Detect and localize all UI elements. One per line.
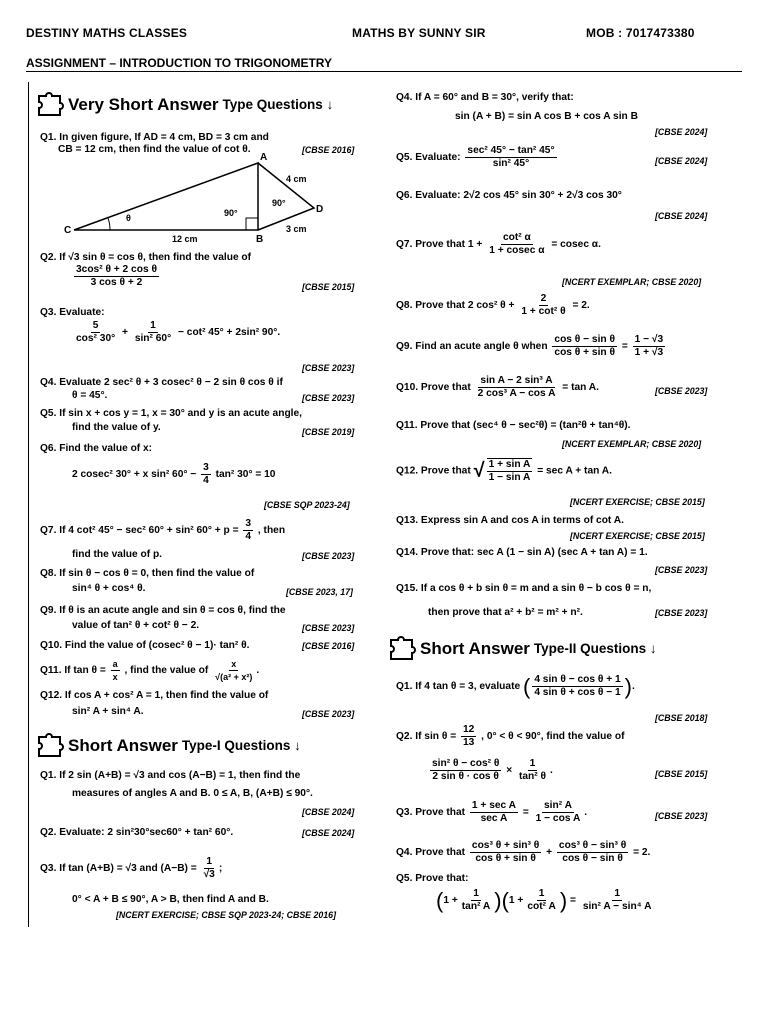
assignment-title: ASSIGNMENT – INTRODUCTION TO TRIGONOMETRY [26, 56, 333, 70]
expression: Q11. If tan θ = $\frac{a}{x}$ , find the value of $\frac{x}{\text{√(a² + x²)}}$ . [40, 659, 260, 682]
expression: $\frac{5}{\text{cos² 30°}}$ + $\frac{1}{\text{sin² 60°}}$ − cot² 45° + 2sin² 90°. [76, 320, 281, 344]
source-tag: [CBSE 2015] [302, 282, 355, 292]
question-text: Q9. If θ is an acute angle and sin θ = cos θ, find the [40, 605, 286, 616]
question-text: find the value of p. [72, 549, 162, 560]
expression: (1 + $\frac{1}{\text{tan² A}}$ )(1 + $\frac{1}{\text{cot² A}}$ ) = $\frac{1}{\text{sin² A − sin⁴ A}}$ [436, 888, 652, 913]
label-angle-b: 90° [224, 208, 238, 218]
source-tag: [CBSE SQP 2023-24] [264, 500, 350, 510]
source-tag: [CBSE 2024] [302, 828, 355, 838]
expression: $\frac{\text{sin² θ − cos² θ}}{\text{2 sin θ · cos θ}}$ × $\frac{1}{\text{tan² θ}}$ . [432, 758, 553, 782]
question-text: find the value of y. [72, 422, 161, 433]
expression: Q4. Prove that $\frac{\text{cos³ θ + sin³ θ}}{\text{cos θ + sin θ}}$ + $\frac{\text{cos³ θ − sin³ θ}}{\text{cos θ − sin θ}}$ = 2. [396, 840, 651, 864]
label-bd: 3 cm [286, 224, 307, 234]
question-text: Q6. Evaluate: 2√2 cos 45° sin 30° + 2√3 cos 30° [396, 190, 622, 201]
section-title: Very Short Answer [68, 94, 219, 114]
question-text: measures of angles A and B. 0 ≤ A, B, (A+B) ≤ 90°. [72, 788, 313, 799]
question-text: Q4. If A = 60° and B = 30°, verify that: [396, 92, 574, 103]
source-tag: [CBSE 2023] [655, 386, 708, 396]
puzzle-icon [36, 92, 64, 116]
label-d: D [316, 204, 324, 215]
question-text: Q1. If 2 sin (A+B) = √3 and cos (A−B) = 1, then find the [40, 770, 301, 781]
source-tag: [CBSE 2019] [302, 427, 355, 437]
question-text: Q14. Prove that: sec A (1 − sin A) (sec A + tan A) = 1. [396, 547, 648, 558]
source-tag: [CBSE 2023] [302, 393, 355, 403]
expression: 2 cosec² 30° + x sin² 60° − $\frac{3}{4}$ tan² 30° = 10 [72, 462, 276, 486]
label-cb: 12 cm [172, 234, 198, 244]
label-theta: θ [126, 213, 131, 223]
question-text: then prove that a² + b² = m² + n². [428, 607, 583, 618]
source-tag: [CBSE 2024] [655, 156, 708, 166]
expression: Q10. Prove that $\frac{\text{sin A − 2 sin³ A}}{\text{2 cos³ A − cos A}}$ = tan A. [396, 375, 599, 399]
section-very-short-answer [36, 92, 333, 116]
question-text: θ = 45°. [72, 390, 108, 401]
expression: Q7. Prove that 1 + $\frac{\text{cot² α}}{\text{1 + cosec α}}$ = cosec α. [396, 232, 601, 256]
source-tag: [NCERT EXERCISE; CBSE SQP 2023-24; CBSE 2016] [116, 910, 336, 920]
source-tag: [CBSE 2024] [655, 127, 708, 137]
expression: Q12. Prove that √ $\frac{\text{1 + sin A}}{\text{1 − sin A}}$ = sec A + tan A. [396, 459, 612, 483]
question-text: Q8. If sin θ − cos θ = 0, then find the value of [40, 568, 255, 579]
section-type: Type-II Questions ↓ [533, 640, 657, 656]
section-short-answer-1 [36, 733, 301, 757]
source-tag: [CBSE 2024] [655, 211, 708, 221]
question-text: sin⁴ θ + cos⁴ θ. [72, 583, 146, 594]
triangle-figure [62, 150, 332, 245]
source-tag: [CBSE 2023] [655, 565, 708, 575]
expression: Q5. Evaluate: $\frac{\text{sec² 45° − tan² 45°}}{\text{sin² 45°}}$ [396, 145, 555, 169]
teacher-name: MATHS BY SUNNY SIR [352, 26, 486, 40]
question-text: Q4. Evaluate 2 sec² θ + 3 cosec² θ − 2 sin θ cos θ if [40, 377, 283, 388]
source-tag: [CBSE 2023, 17] [286, 587, 353, 597]
question-text: Q2. If √3 sin θ = cos θ, then find the value of [40, 252, 252, 263]
question-text: Q5. If sin x + cos y = 1, x = 30° and y is an acute angle, [40, 408, 302, 419]
mobile-number: MOB : 7017473380 [586, 26, 695, 40]
question-text: Q13. Express sin A and cos A in terms of cot A. [396, 515, 624, 526]
question-text: Q11. Prove that (sec⁴ θ − sec²θ) = (tan²θ + tan⁴θ). [396, 420, 631, 431]
source-tag: [NCERT EXEMPLAR; CBSE 2020] [562, 277, 702, 287]
puzzle-icon [388, 636, 416, 660]
question-text: Q3. Evaluate: [40, 307, 105, 318]
question-text: value of tan² θ + cot² θ − 2. [72, 620, 200, 631]
question-text: Q6. Find the value of x: [40, 443, 153, 454]
label-ad: 4 cm [286, 174, 307, 184]
expression: Q2. If sin θ = $\frac{12}{13}$ , 0° < θ < 90°, find the value of [396, 724, 625, 748]
question-text: Q5. Prove that: [396, 873, 469, 884]
expression: Q7. If 4 cot² 45° − sec² 60° + sin² 60° + p = $\frac{3}{4}$ , then [40, 518, 286, 542]
question-text: sin (A + B) = sin A cos B + cos A sin B [455, 111, 638, 122]
expression: Q3. If tan (A+B) = √3 and (A−B) = $\frac{1}{√3}$ ; [40, 856, 223, 880]
question-text: 0° < A + B ≤ 90°, A > B, then find A and B. [72, 894, 269, 905]
label-angle-d: 90° [272, 198, 286, 208]
section-type: Type-I Questions ↓ [181, 737, 301, 753]
source-tag: [CBSE 2023] [302, 363, 355, 373]
question-text: Q12. If cos A + cos² A = 1, then find the value of [40, 690, 269, 701]
source-tag: [NCERT EXERCISE; CBSE 2015] [570, 531, 705, 541]
source-tag: [NCERT EXEMPLAR; CBSE 2020] [562, 439, 702, 449]
question-text: Q1. In given figure, If AD = 4 cm, BD = 3 cm and [40, 132, 269, 143]
label-b: B [256, 234, 264, 245]
question-text: Q2. Evaluate: 2 sin²30°sec60° + tan² 60°. [40, 827, 234, 838]
expression: Q1. If 4 tan θ = 3, evaluate ( $\frac{\text{4 sin θ − cos θ + 1}}{\text{4 sin θ + cos θ − 1}}$ ). [396, 674, 635, 699]
expression: Q3. Prove that $\frac{\text{1 + sec A}}{\text{sec A}}$ = $\frac{\text{sin² A}}{\text{1 − cos A}}$ . [396, 800, 588, 824]
source-tag: [CBSE 2023] [302, 551, 355, 561]
label-a: A [260, 152, 268, 163]
expression: Q8. Prove that 2 cos² θ + $\frac{2}{\text{1 + cot² θ}}$ = 2. [396, 293, 590, 317]
source-tag: [NCERT EXERCISE; CBSE 2015] [570, 497, 705, 507]
fraction: $\frac{\text{3cos² θ + 2 cos θ}}{\text{3 cos θ + 2}}$ [76, 264, 157, 288]
institute-name: DESTINY MATHS CLASSES [26, 26, 188, 40]
question-text: Q10. Find the value of (cosec² θ − 1)· tan² θ. [40, 640, 250, 651]
source-tag: [CBSE 2023] [302, 623, 355, 633]
question-text: CB = 12 cm, then find the value of cot θ. [58, 144, 251, 155]
section-short-answer-2 [388, 636, 657, 660]
puzzle-icon [36, 733, 64, 757]
source-tag: [CBSE 2023] [655, 811, 708, 821]
source-tag: [CBSE 2016] [302, 641, 355, 651]
source-tag: [CBSE 2016] [302, 145, 355, 155]
section-title: Short Answer [68, 735, 178, 755]
source-tag: [CBSE 2023] [302, 709, 355, 719]
section-type: Type Questions ↓ [222, 96, 334, 112]
label-c: C [64, 225, 72, 236]
source-tag: [CBSE 2024] [302, 807, 355, 817]
question-text: sin² A + sin⁴ A. [72, 706, 144, 717]
header-divider [26, 71, 742, 72]
source-tag: [CBSE 2015] [655, 769, 708, 779]
expression: Q9. Find an acute angle θ when $\frac{\text{cos θ − sin θ}}{\text{cos θ + sin θ}}$ = $\frac{1 - √3}{1 + √3}$ [396, 334, 664, 358]
source-tag: [CBSE 2023] [655, 608, 708, 618]
source-tag: [CBSE 2018] [655, 713, 708, 723]
section-title: Short Answer [420, 638, 530, 658]
question-text: Q15. If a cos θ + b sin θ = m and a sin θ − b cos θ = n, [396, 583, 652, 594]
